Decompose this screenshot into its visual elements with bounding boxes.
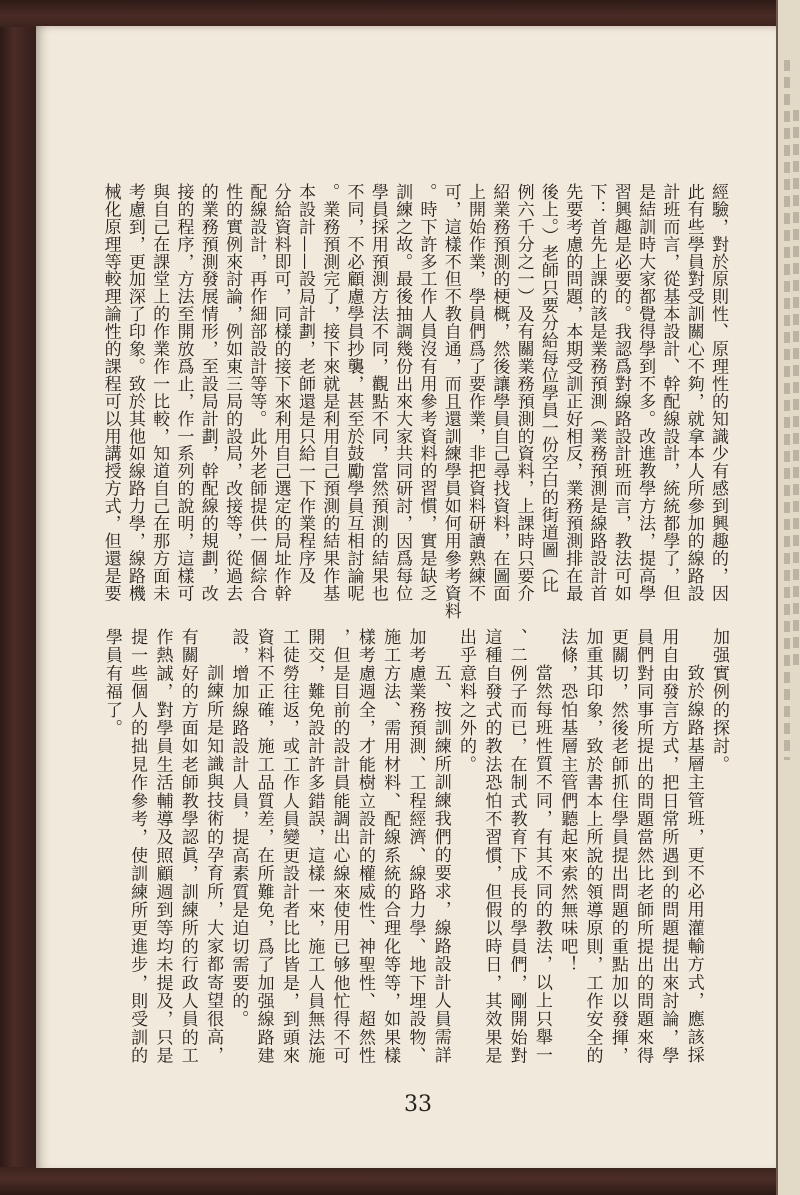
text-column: 上開始作業，學員們爲了要作業，非把資料研讀熟練不 [465,183,486,602]
text-column: 作熱誠，對學員生活輔導及照顧週到等均未提及，只是 [152,628,173,1065]
text-column: 習興趣是必要的。我認爲對線路設計班而言，教法可如 [610,183,631,602]
text-column: 有關好的方面如老師教學認眞，訓練所的行政人員的工 [177,628,198,1065]
text-column: 計班而言，從基本設計、幹配線設計，統統都學了，但 [659,183,680,602]
text-column: 紹業務預測的梗概，然後讓學員自己尋找資料，在圖面 [489,183,510,602]
text-column: 的業務預測發展情形，至設局計劃，幹配線的規劃，改 [197,183,218,602]
text-column: 分給資料即可，同樣的接下來利用自己選定的局址作幹 [270,183,291,602]
text-column: 。業務預測完了，接下來就是利用自己預測的結果作基 [319,183,340,602]
text-column: 施工方法、需用材料、配線系統的合理化等等，如果樣 [380,628,401,1065]
text-column: 例六千分之一）及有關業務預測的資料，上課時只要介 [513,183,534,602]
text-column: 本設計——設局計劃，老師還是只給一下作業程序及 [294,183,315,585]
text-column: 接的程序，方法至開放爲止，作一系列的說明，這樣可 [173,183,194,602]
text-column: 資料不正確，施工品質差，在所難免，爲了加强線路建 [253,628,274,1065]
text-column: ，但是目前的設計員能調出心線來使用已够他忙得不可 [329,628,350,1065]
text-column: 可，這樣不但不教自通，而且還訓練學員如何用參考資料 [440,183,461,620]
paragraph-start-column: 當然每班性質不同，有其不同的教法，以上只舉一 [531,664,552,1065]
text-column: 與自己在課堂上的作業作一比較，知道自己在那方面未 [149,183,170,602]
text-column: 此有些學員對受訓關心不夠，就拿本人所參加的線路設 [683,183,704,602]
text-column: 學員採用預測方法不同，觀點不同，當然預測的結果也 [367,183,388,602]
upper-text-block [98,183,730,623]
book-cover-bottom-edge [0,1167,790,1195]
bleed-through-text [784,60,790,760]
text-column: 學員有福了。 [101,628,122,738]
text-column: 樣考慮週全，才能樹立設計的權威性、神聖性、超然性 [354,628,375,1065]
text-column: 用自由發言方式，把日常所遇到的問題提出來討論，學 [658,628,679,1065]
text-column: 加重其印象，致於書本上所說的領導原則，工作安全的 [582,628,603,1065]
text-column: 訓練之故。最後抽調幾份出來大家共同研討，因爲每位 [392,183,413,602]
text-column: 械化原理等較理論性的課程可以用講授方式，但還是要 [100,183,121,602]
text-column: 下：首先上課的該是業務預測（業務預測是線路設計首 [586,183,607,602]
adjacent-page-edge [776,0,800,1195]
text-column: 更關切，然後老師抓住學員提出問題的重點加以發揮， [607,628,628,1065]
paragraph-start-column: 五、按訓練所訓練我們的要求，線路設計人員需詳 [430,664,451,1065]
text-column: 、二例子而已，在制式教育下成長的學員們，剛開始對 [506,628,527,1065]
text-column: 。時下許多工作人員沒有用參考資料的習慣，實是缺乏 [416,183,437,602]
text-column: 工徒勞往返，或工作人員變更設計者比比皆是，到頭來 [278,628,299,1065]
text-column: 開交，難免設計許多錯誤，這樣一來，施工人員無法施 [304,628,325,1065]
paragraph-start-column: 訓練所是知識與技術的孕育所，大家都寄望很高， [203,664,224,1065]
text-column: 員們對同事所提出的問題當然比老師所提出的問題來得 [633,628,654,1065]
lower-text-block [98,628,731,1078]
text-column: 提一些個人的拙見作參考，使訓練所更進步，則受訓的 [127,628,148,1065]
text-column: 後上。）老師只要分給每位學員一份空白的街道圖（比 [537,183,558,594]
text-column: 經驗，對於原則性、原理性的知識少有感到興趣的，因 [708,183,728,602]
page-number: 33 [404,1092,432,1117]
text-column: 出乎意料之外的。 [456,628,477,774]
paragraph-start-column: 致於線路基層主管班，更不必用灌輸方式，應該採 [683,664,704,1065]
text-column: 這種自發式的教法恐怕不習慣，但假以時日，其效果是 [481,628,502,1065]
book-cover-top-edge [0,0,780,27]
text-column: 配線設計，再作細部設計等等。此外老師提供一個綜合 [246,183,267,602]
text-column: 加强實例的探討。 [709,628,729,774]
text-column: 性的實例來討論，例如東三局的設局，改接等，從過去 [222,183,243,602]
text-column: 先要考慮的問題，本期受訓正好相反，業務預測排在最 [562,183,583,602]
text-column: 考慮到，更加深了印象。致於其他如線路力學，線路機 [124,183,145,602]
text-column: 設，增加線路設計人員，提高素質是迫切需要的。 [228,628,249,1029]
text-column: 不同，不必顧慮學員抄襲，甚至於鼓勵學員互相討論呢 [343,183,364,602]
bleed-through-text [793,110,799,670]
text-column: 法條，恐怕基層主管們聽起來索然無味吧！ [557,628,578,974]
text-column: 是結訓時大家都覺得學到不多。改進教學方法，提高學 [635,183,656,602]
text-column: 加考慮業務預測、工程經濟、線路力學、地下埋設物、 [405,628,426,1065]
